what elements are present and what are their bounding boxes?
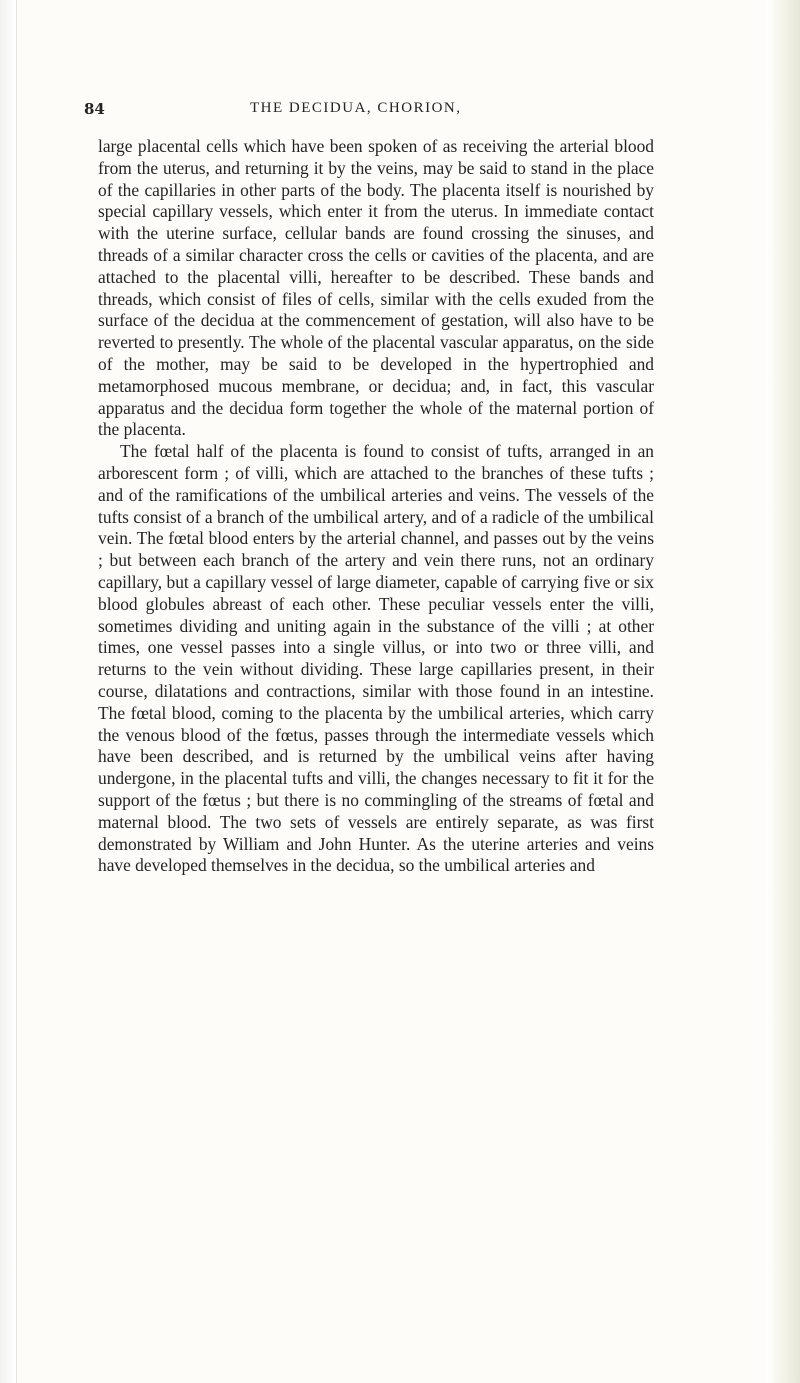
page-number: 84	[84, 100, 105, 118]
paragraph: large placental cells which have been spoken of as receiving the arterial blood from the uterus, and returning it by the veins, may be said to stand in the place of the capillaries in other parts of the body. The placenta itself is nourished by special capillary vessels, which enter it from the uterus. In immediate contact with the uterine surface, cellular bands are found crossing the sinuses, and threads of a similar character cross the cells or cavities of the placenta, and are attached to the placental villi, hereafter to be described. These bands and threads, which consist of files of cells, similar with the cells exuded from the surface of the decidua at the commencement of gestation, will also have to be reverted to presently. The whole of the placental vascular apparatus, on the side of the mother, may be said to be developed in the hypertrophied and metamorphosed mucous membrane, or decidua; and, in fact, this vascular apparatus and the decidua form together the whole of the maternal portion of the placenta.	[98, 136, 654, 440]
body-text	[98, 136, 654, 877]
page-header	[84, 100, 650, 120]
running-head: THE DECIDUA, CHORION,	[250, 100, 462, 116]
paragraph: The fœtal half of the placenta is found to consist of tufts, arranged in an arborescent form ; of villi, which are attached to the branches of these tufts ; and of the ramifications of the umbilical arteries and veins. The vessels of the tufts consist of a branch of the umbilical artery, and of a radicle of the umbilical vein. The fœtal blood enters by the arterial channel, and passes out by the veins ; but between each branch of the artery and vein there runs, not an ordinary capillary, but a capillary vessel of large diameter, capable of carrying five or six blood globules abreast of each other. These peculiar vessels enter the villi, sometimes dividing and uniting again in the substance of the villi ; at other times, one vessel passes into a single villus, or into two or three villi, and returns to the vein without dividing. These large capillaries present, in their course, dilatations and contractions, similar with those found in an intestine. The fœtal blood, coming to the placenta by the umbilical arteries, which carry the venous blood of the fœtus, passes through the intermediate vessels which have been described, and is returned by the umbilical veins after having undergone, in the placental tufts and villi, the changes necessary to fit it for the support of the fœtus ; but there is no commingling of the streams of fœtal and maternal blood. The two sets of vessels are entirely separate, as was first demonstrated by William and John Hunter. As the uterine arteries and veins have developed themselves in the decidua, so the umbilical arteries and	[98, 441, 654, 876]
page-gutter-shadow	[0, 0, 17, 1383]
page-edge-shadow	[766, 0, 800, 1383]
